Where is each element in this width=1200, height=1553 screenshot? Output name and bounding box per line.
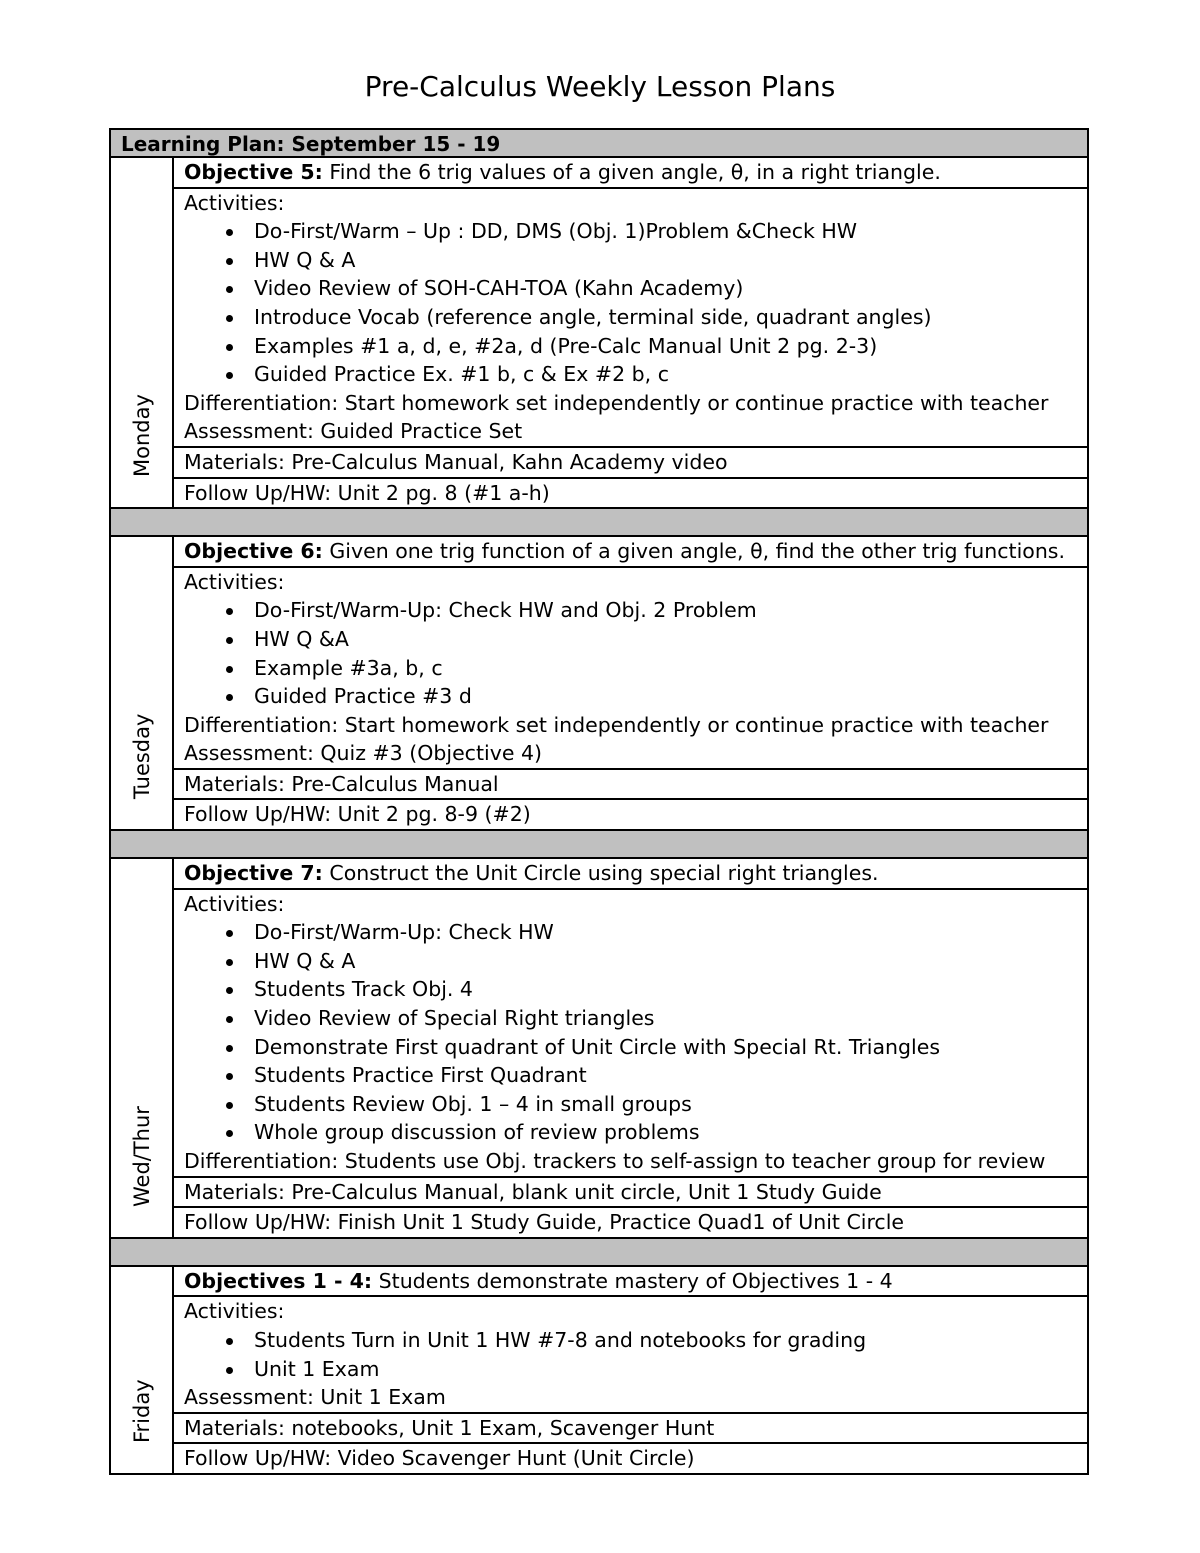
activity-item: Demonstrate First quadrant of Unit Circle with Special Rt. Triangles <box>254 1033 1079 1062</box>
assessment-line: Assessment: Guided Practice Set <box>184 419 523 444</box>
objective-row <box>174 537 1087 568</box>
activities-cell <box>174 1297 1087 1413</box>
materials-row: Materials: notebooks, Unit 1 Exam, Scavenger Hunt <box>174 1414 1087 1445</box>
objective-text: Students demonstrate mastery of Objectives 1 - 4 <box>372 1268 893 1293</box>
day-label: Friday <box>129 1379 154 1443</box>
day-label: Monday <box>129 394 154 478</box>
objective-row <box>174 158 1087 189</box>
objective-label: Objective 7: <box>184 861 323 886</box>
assessment-line: Assessment: Quiz #3 (Objective 4) <box>184 741 542 766</box>
activity-item: Guided Practice Ex. #1 b, c & Ex #2 b, c <box>254 360 1079 389</box>
activities-label: Activities: <box>184 891 285 916</box>
activity-item: Do-First/Warm-Up: Check HW and Obj. 2 Problem <box>254 596 1079 625</box>
objective-text: Find the 6 trig values of a given angle, θ, in a right triangle. <box>322 160 941 184</box>
assessment-line: Assessment: Unit 1 Exam <box>184 1385 446 1410</box>
materials-row: Materials: Pre-Calculus Manual, Kahn Academy video <box>174 448 1087 479</box>
materials-row: Materials: Pre-Calculus Manual <box>174 770 1087 801</box>
followup-row: Follow Up/HW: Finish Unit 1 Study Guide, Practice Quad1 of Unit Circle <box>184 1210 905 1235</box>
objective-text: Given one trig function of a given angle, θ, find the other trig functions. <box>322 539 1066 564</box>
section-spacer <box>111 1239 1087 1267</box>
activity-item: Video Review of Special Right triangles <box>254 1004 1079 1033</box>
activities-label: Activities: <box>184 569 285 594</box>
materials-row: Materials: Pre-Calculus Manual, blank unit circle, Unit 1 Study Guide <box>174 1178 1087 1209</box>
day-label: Wed/Thur <box>129 1105 154 1207</box>
page-title: Pre-Calculus Weekly Lesson Plans <box>364 70 836 103</box>
day-body <box>174 1267 1087 1473</box>
day-label-cell <box>111 859 174 1237</box>
day-section <box>111 859 1087 1239</box>
objective-text: Construct the Unit Circle using special right triangles. <box>322 861 879 886</box>
objective-row <box>174 1267 1087 1298</box>
activities-list <box>184 596 1079 710</box>
activity-item: Students Review Obj. 1 – 4 in small groups <box>254 1090 1079 1119</box>
activity-item: Do-First/Warm – Up : DD, DMS (Obj. 1)Problem &Check HW <box>254 217 1079 246</box>
activity-item: Unit 1 Exam <box>254 1355 1079 1384</box>
day-label-cell <box>111 1267 174 1473</box>
activity-item: Do-First/Warm-Up: Check HW <box>254 918 1079 947</box>
activities-list <box>184 1326 1079 1383</box>
lesson-plan-table <box>109 128 1089 1475</box>
objective-label: Objective 6: <box>184 539 323 564</box>
activity-item: HW Q &A <box>254 625 1079 654</box>
day-section <box>111 1267 1087 1473</box>
objective-label: Objectives 1 - 4: <box>184 1268 373 1293</box>
activity-item: Examples #1 a, d, e, #2a, d (Pre-Calc Manual Unit 2 pg. 2-3) <box>254 332 1079 361</box>
day-section <box>111 158 1087 509</box>
activity-item: Introduce Vocab (reference angle, terminal side, quadrant angles) <box>254 303 1079 332</box>
activity-item: Students Practice First Quadrant <box>254 1061 1079 1090</box>
activity-item: Video Review of SOH-CAH-TOA (Kahn Academy) <box>254 274 1079 303</box>
activity-item: Students Turn in Unit 1 HW #7-8 and notebooks for grading <box>254 1326 1079 1355</box>
differentiation-line: Differentiation: Start homework set independently or continue practice with teacher <box>184 712 1049 737</box>
activities-cell <box>174 189 1087 448</box>
day-body <box>174 158 1087 507</box>
activities-cell <box>174 890 1087 1178</box>
section-spacer <box>111 509 1087 537</box>
activities-cell <box>174 568 1087 770</box>
day-label: Tuesday <box>129 713 154 800</box>
activity-item: Students Track Obj. 4 <box>254 975 1079 1004</box>
day-label-cell <box>111 158 174 507</box>
objective-label: Objective 5: <box>184 160 323 184</box>
day-section <box>111 537 1087 831</box>
activity-item: HW Q & A <box>254 947 1079 976</box>
plan-header: Learning Plan: September 15 - 19 <box>111 130 1087 158</box>
differentiation-line: Differentiation: Students use Obj. trackers to self-assign to teacher group for review <box>184 1149 1046 1173</box>
followup-row: Follow Up/HW: Unit 2 pg. 8-9 (#2) <box>184 802 531 827</box>
activity-item: Guided Practice #3 d <box>254 682 1079 711</box>
activities-list <box>184 918 1079 1147</box>
day-body <box>174 537 1087 829</box>
activities-list <box>184 217 1079 389</box>
differentiation-line: Differentiation: Start homework set independently or continue practice with teacher <box>184 390 1049 415</box>
section-spacer <box>111 831 1087 859</box>
followup-row: Follow Up/HW: Video Scavenger Hunt (Unit Circle) <box>184 1446 695 1471</box>
objective-row <box>174 859 1087 890</box>
followup-row: Follow Up/HW: Unit 2 pg. 8 (#1 a-h) <box>184 480 550 505</box>
day-body <box>174 859 1087 1237</box>
activity-item: Example #3a, b, c <box>254 654 1079 683</box>
day-label-cell <box>111 537 174 829</box>
activity-item: HW Q & A <box>254 246 1079 275</box>
activity-item: Whole group discussion of review problems <box>254 1118 1079 1147</box>
activities-label: Activities: <box>184 1299 285 1324</box>
activities-label: Activities: <box>184 190 285 215</box>
